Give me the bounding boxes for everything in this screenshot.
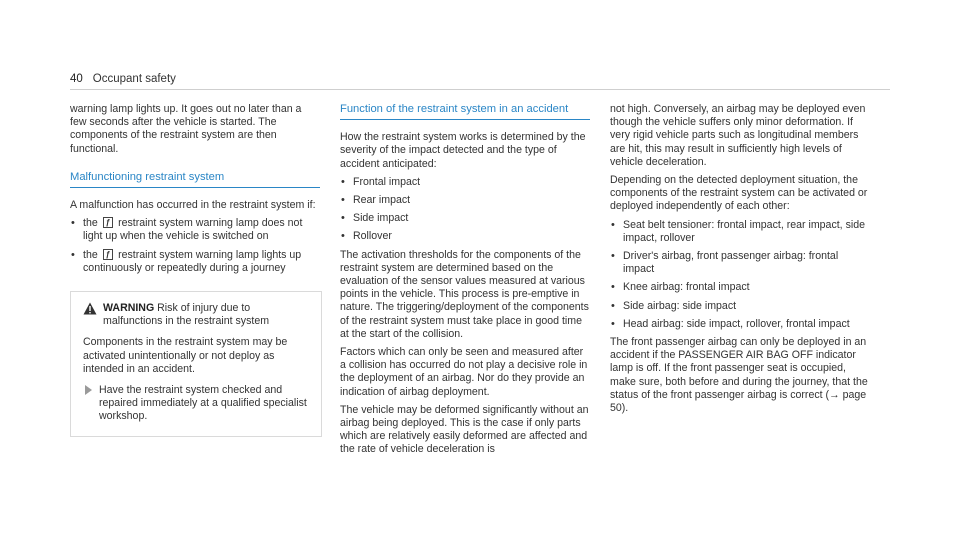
- restraint-warning-lamp-icon: ƒ: [103, 249, 113, 260]
- column-right: [610, 103, 870, 420]
- warning-title: WARNING: [103, 302, 155, 315]
- heading-function: Function of the restraint system in an accident: [340, 103, 590, 120]
- column-left: [70, 103, 320, 437]
- step-arrow-icon: [85, 385, 92, 395]
- warning-subtitle: Risk of injury due to malfunctions in the restraint system: [103, 302, 270, 328]
- page-header: [70, 73, 176, 85]
- paragraph: The vehicle may be deformed significantly without an airbag being deployed. This is the case if only parts which are relatively easily deformed are affected and the rate of vehicle deceleration is: [340, 403, 589, 456]
- page-number: 40: [70, 73, 83, 85]
- paragraph: not high. Conversely, an airbag may be deployed even though the vehicle suffers only minor deformation. If very rigid vehicle parts such as longitudinal members are hit, this may result in sufficiently high levels of vehicle deceleration.: [610, 103, 866, 168]
- list-item: • Knee airbag: frontal impact: [610, 281, 870, 294]
- malfunction-lead: A malfunction has occurred in the restraint system if:: [70, 199, 316, 212]
- action-step: Have the restraint system checked and repaired immediately at a qualified specialist workshop.: [83, 384, 309, 424]
- warning-box: [70, 291, 322, 437]
- list-item: • Frontal impact: [340, 176, 590, 189]
- list-item: • Side airbag: side impact: [610, 300, 870, 313]
- paragraph: Factors which can only be seen and measured after a collision has occurred do not play a decisive role in the deployment of an airbag. Nor do they provide an indication of airbag deployment.: [340, 346, 588, 398]
- malfunction-list: [70, 217, 320, 275]
- list-item: • Head airbag: side impact, rollover, frontal impact: [610, 318, 870, 331]
- list-item: • the ƒ restraint system warning lamp lights up continuously or repeatedly during a journey: [70, 249, 320, 275]
- paragraph: The activation thresholds for the components of the restraint system are determined based on the evaluation of the sensor values measured at various points in the vehicle. This process is pre-emptive in nature. The triggering/deployment of the components of the restraint system must take place in good time at the start of the collision.: [340, 248, 589, 340]
- warning-header: [83, 302, 309, 328]
- impact-list: [340, 176, 590, 244]
- warning-body: Components in the restraint system may be activated unintentionally or not deploy as intended in an accident.: [83, 336, 288, 375]
- list-item: • Seat belt tensioner: frontal impact, rear impact, side impact, rollover: [610, 219, 870, 245]
- section-title: Occupant safety: [92, 73, 176, 85]
- paragraph: Depending on the detected deployment situation, the components of the restraint system can be activated or deployed independently of each other:: [610, 174, 868, 213]
- function-lead: How the restraint system works is determined by the severity of the impact detected and the type of accident anticipated:: [340, 131, 586, 170]
- list-item: • the ƒ restraint system warning lamp does not light up when the vehicle is switched on: [70, 217, 320, 243]
- paragraph: The front passenger airbag can only be deployed in an accident if the PASSENGER AIR BAG OFF indicator lamp is off. If the front passenger seat is occupied, make sure, both before and during the journey, that the status of the front passenger airbag is correct (→ page 50).: [610, 336, 868, 415]
- heading-malfunctioning: Malfunctioning restraint system: [70, 171, 320, 188]
- list-item: • Driver's airbag, front passenger airbag: frontal impact: [610, 250, 870, 276]
- list-item: • Rollover: [340, 230, 590, 243]
- intro-paragraph: warning lamp lights up. It goes out no later than a few seconds after the vehicle is started. The components of the restraint system are then functional.: [70, 103, 302, 155]
- column-middle: [340, 103, 590, 462]
- warning-triangle-icon: [83, 302, 97, 315]
- deployment-list: [610, 219, 870, 331]
- list-item: • Side impact: [340, 212, 590, 225]
- restraint-warning-lamp-icon: ƒ: [103, 217, 113, 228]
- list-item: • Rear impact: [340, 194, 590, 207]
- header-divider: [70, 89, 890, 90]
